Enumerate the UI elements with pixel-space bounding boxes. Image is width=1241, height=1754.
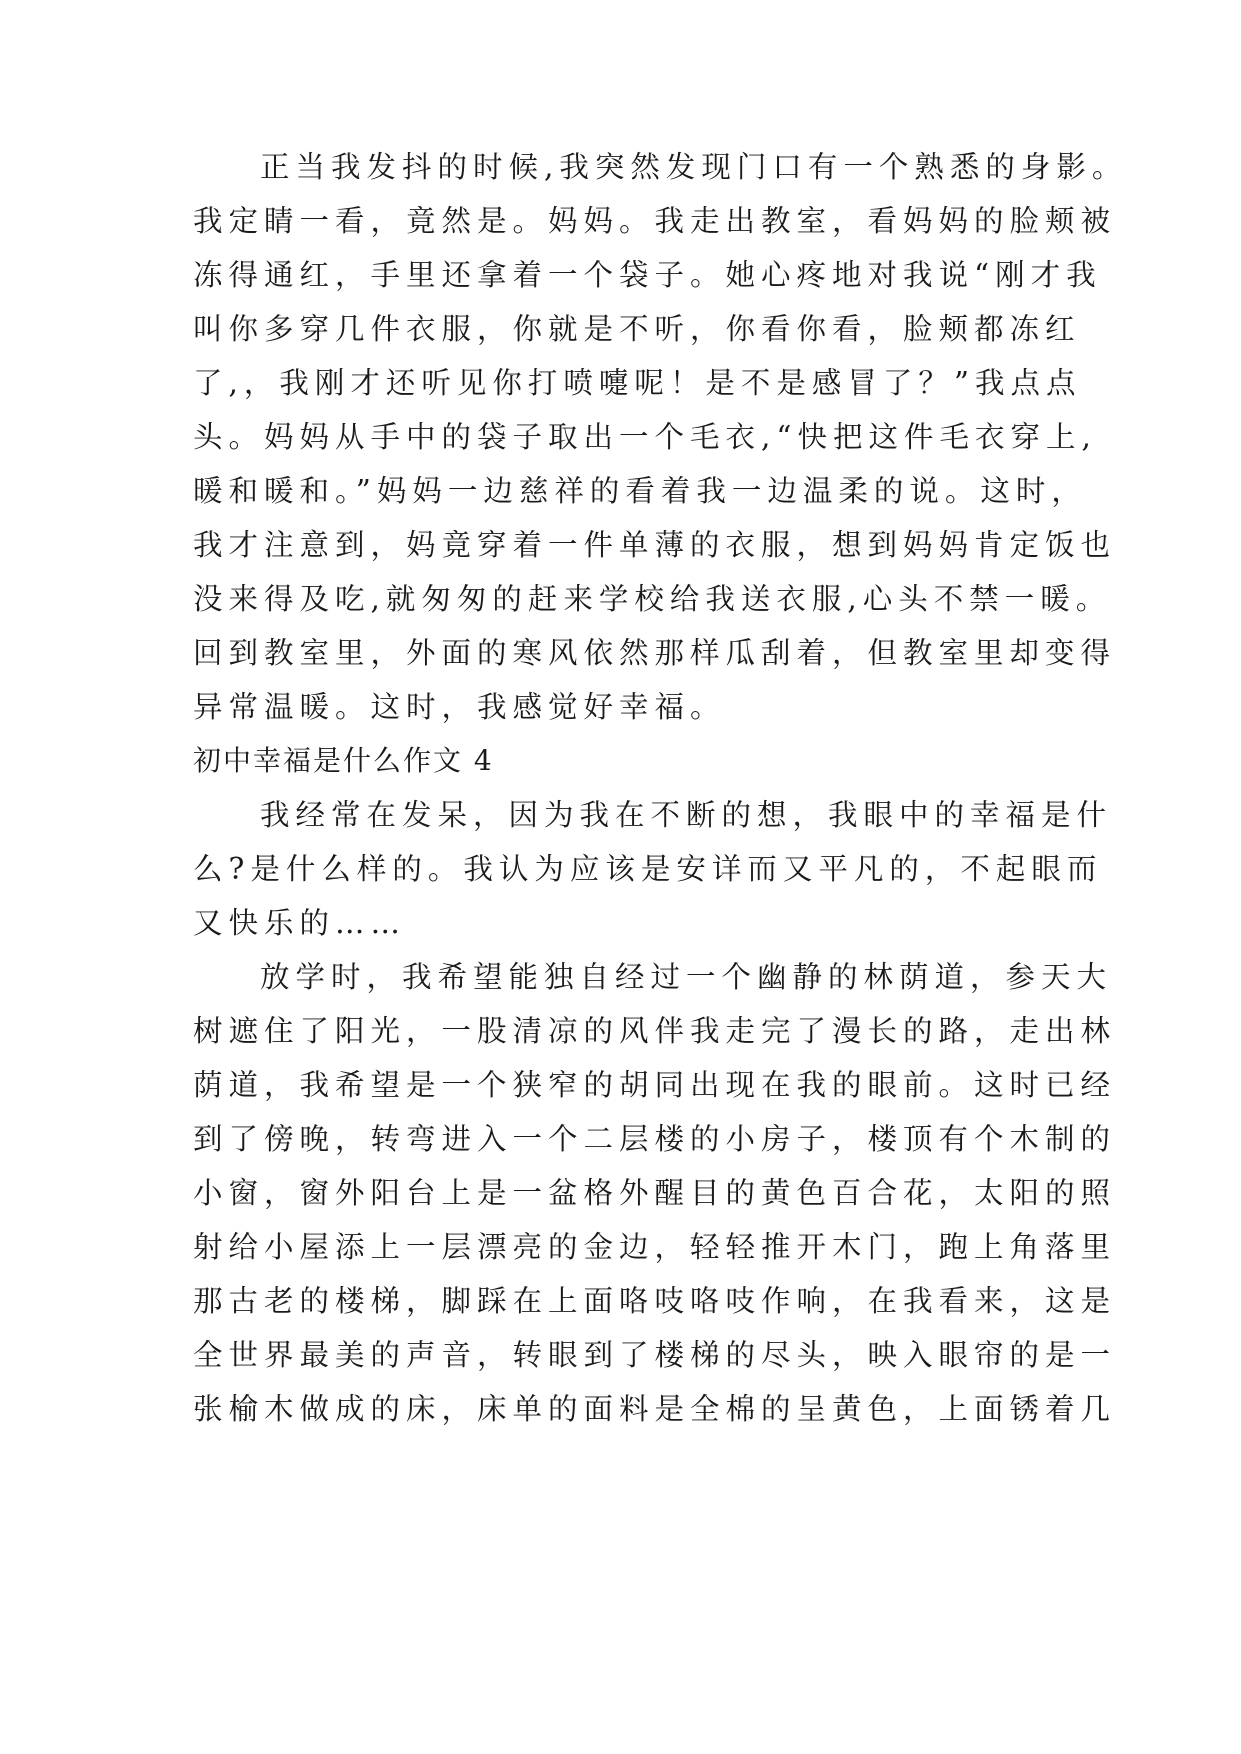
paragraph-3-line: 小窗，窗外阳台上是一盆格外醒目的黄色百合花，太阳的照 (193, 1176, 1117, 1210)
paragraph-1-line: 我才注意到，妈竟穿着一件单薄的衣服，想到妈妈肯定饭也 (193, 528, 1117, 562)
paragraph-2-line: 我经常在发呆，因为我在不断的想，我眼中的幸福是什 (260, 798, 1113, 832)
paragraph-3-line: 张榆木做成的床，床单的面料是全棉的呈黄色，上面锈着几 (193, 1392, 1117, 1426)
paragraph-1-line: 头。妈妈从手中的袋子取出一个毛衣,“快把这件毛衣穿上, (193, 420, 1097, 454)
paragraph-1-line: 没来得及吃,就匆匆的赶来学校给我送衣服,心头不禁一暖。 (193, 582, 1112, 616)
paragraph-1-line: 正当我发抖的时候,我突然发现门口有一个熟悉的身影。 (260, 150, 1128, 184)
paragraph-1-line: 暖和暖和。”妈妈一边慈祥的看着我一边温柔的说。这时， (193, 474, 1087, 508)
paragraph-1-line: 回到教室里，外面的寒风依然那样瓜刮着，但教室里却变得 (193, 636, 1117, 670)
paragraph-3-line: 树遮住了阳光，一股清凉的风伴我走完了漫长的路，走出林 (193, 1014, 1117, 1048)
paragraph-3-line: 荫道，我希望是一个狭窄的胡同出现在我的眼前。这时已经 (193, 1068, 1117, 1102)
paragraph-3-line: 全世界最美的声音，转眼到了楼梯的尽头，映入眼帘的是一 (193, 1338, 1117, 1372)
paragraph-1-line: 了,，我刚才还听见你打喷嚏呢！是不是感冒了？”我点点 (193, 366, 1082, 400)
paragraph-2-line: 又快乐的…… (193, 906, 407, 940)
paragraph-2-line: 么?是什么样的。我认为应该是安详而又平凡的，不起眼而 (193, 852, 1103, 886)
paragraph-1-line: 叫你多穿几件衣服，你就是不听，你看你看，脸颊都冻红 (193, 312, 1081, 346)
paragraph-1-line: 异常温暖。这时，我感觉好幸福。 (193, 690, 726, 724)
paragraph-3-line: 到了傍晚，转弯进入一个二层楼的小房子，楼顶有个木制的 (193, 1122, 1117, 1156)
paragraph-3-line: 射给小屋添上一层漂亮的金边，轻轻推开木门，跑上角落里 (193, 1230, 1117, 1264)
section-heading: 初中幸福是什么作文 4 (193, 744, 494, 777)
paragraph-3-line: 那古老的楼梯，脚踩在上面咯吱咯吱作响，在我看来，这是 (193, 1284, 1117, 1318)
paragraph-1-line: 我定睛一看，竟然是。妈妈。我走出教室，看妈妈的脸颊被 (193, 204, 1117, 238)
paragraph-3-line: 放学时，我希望能独自经过一个幽静的林荫道，参天大 (260, 960, 1113, 994)
paragraph-1-line: 冻得通红，手里还拿着一个袋子。她心疼地对我说“刚才我 (193, 258, 1102, 292)
